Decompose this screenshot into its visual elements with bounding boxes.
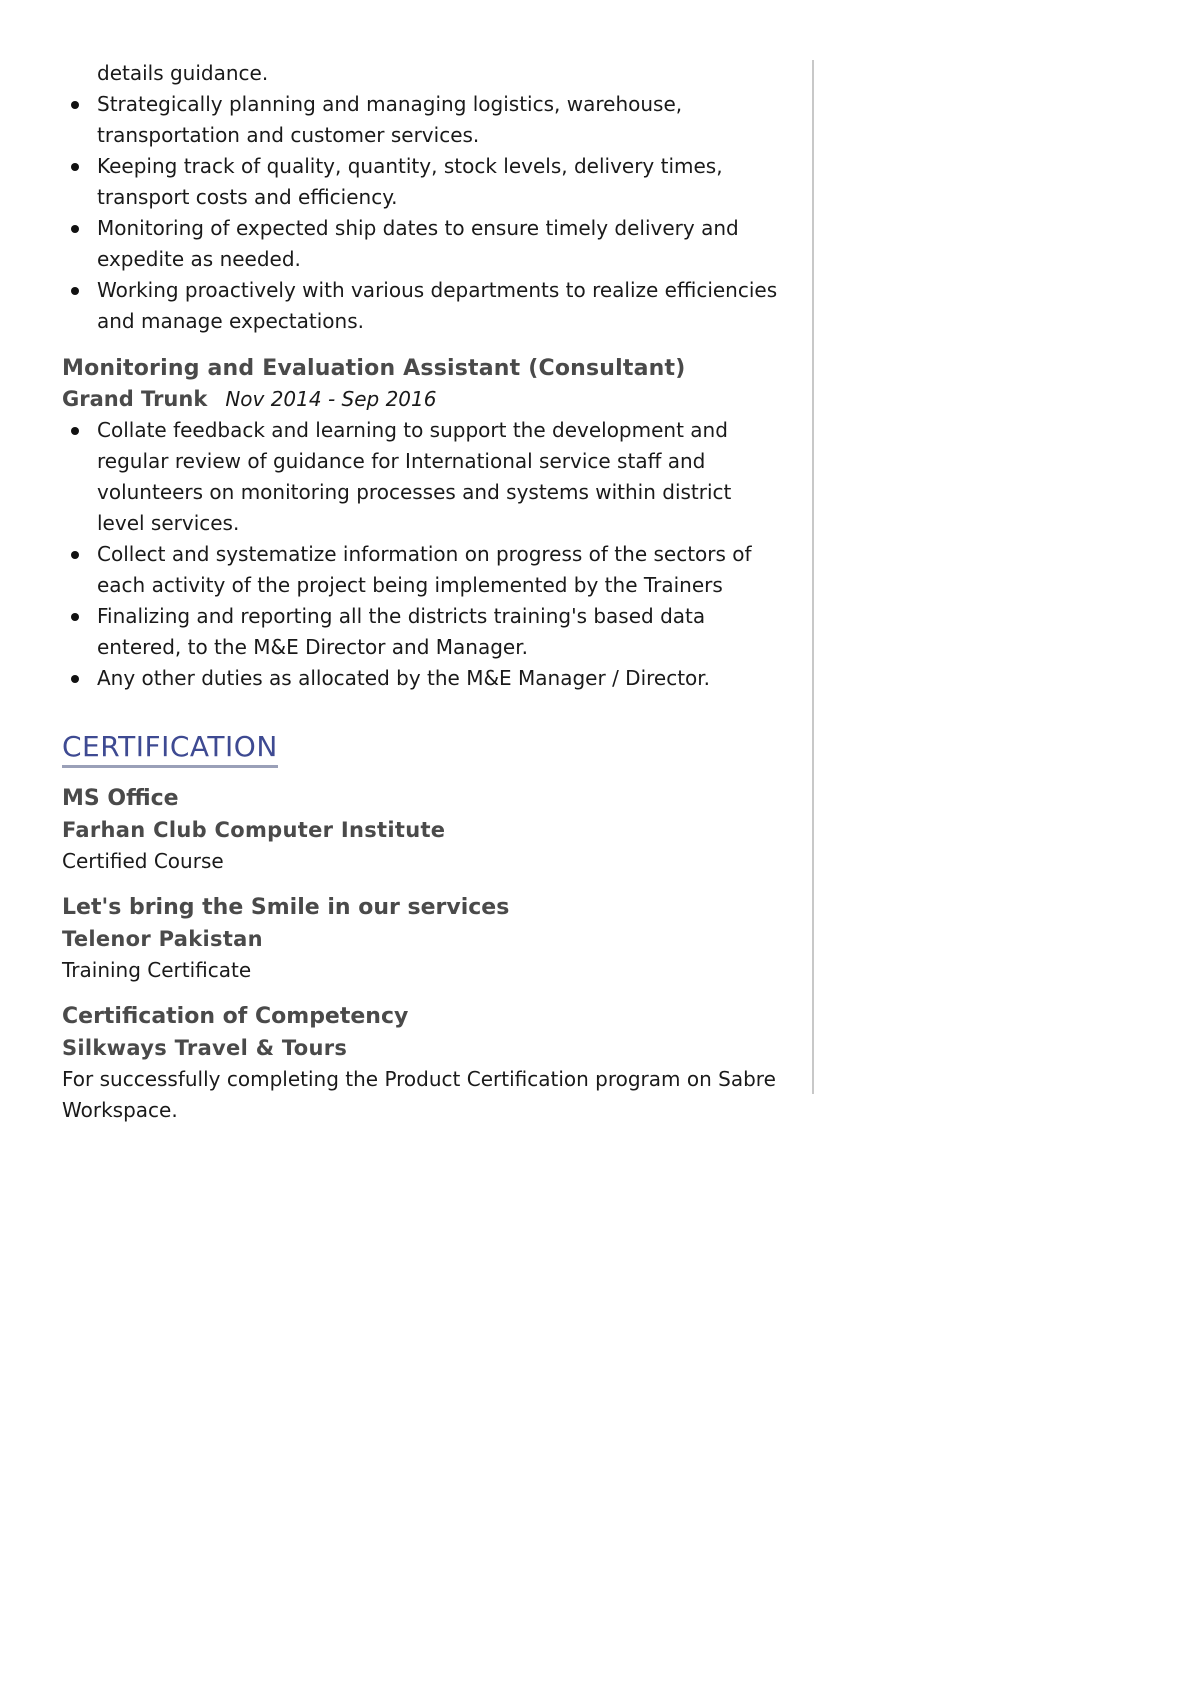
list-item: Monitoring of expected ship dates to ensure timely delivery and expedite as needed. bbox=[62, 213, 782, 275]
certification-item bbox=[62, 1000, 782, 1126]
job-dates: Nov 2014 - Sep 2016 bbox=[225, 387, 437, 411]
previous-job-bullets bbox=[62, 89, 782, 337]
certification-item bbox=[62, 891, 782, 986]
list-item: Collect and systematize information on progress of the sectors of each activity of the project being implemented by the Trainers bbox=[62, 539, 782, 601]
job-meta bbox=[62, 384, 782, 415]
cert-description: Certified Course bbox=[62, 849, 224, 873]
cert-issuer: Silkways Travel & Tours bbox=[62, 1036, 348, 1060]
bullet-dot-icon bbox=[71, 287, 79, 295]
cert-issuer: Telenor Pakistan bbox=[62, 927, 263, 951]
cert-title: MS Office bbox=[62, 786, 179, 811]
bullet-dot-icon bbox=[71, 427, 79, 435]
list-item: Finalizing and reporting all the districts training's based data entered, to the M&E Director and Manager. bbox=[62, 601, 782, 663]
bullet-dot-icon bbox=[71, 225, 79, 233]
cert-title: Certification of Competency bbox=[62, 1004, 409, 1029]
cert-issuer: Farhan Club Computer Institute bbox=[62, 818, 446, 842]
job-company: Grand Trunk bbox=[62, 387, 208, 411]
cert-description: Training Certificate bbox=[62, 958, 252, 982]
certification-item bbox=[62, 782, 782, 877]
bullet-dot-icon bbox=[71, 101, 79, 109]
certification-heading: CERTIFICATION bbox=[62, 730, 278, 768]
cert-title: Let's bring the Smile in our services bbox=[62, 895, 510, 920]
list-item: Working proactively with various departments to realize efficiencies and manage expectations. bbox=[62, 275, 782, 337]
main-column bbox=[62, 58, 782, 1126]
cert-description: For successfully completing the Product Certification program on Sabre Workspace. bbox=[62, 1067, 776, 1122]
column-divider bbox=[812, 60, 814, 1094]
list-item: Any other duties as allocated by the M&E Manager / Director. bbox=[62, 663, 782, 694]
bullet-dot-icon bbox=[71, 613, 79, 621]
list-item: Keeping track of quality, quantity, stock levels, delivery times, transport costs and efficiency. bbox=[62, 151, 782, 213]
list-item: Strategically planning and managing logistics, warehouse, transportation and customer services. bbox=[62, 89, 782, 151]
bullet-dot-icon bbox=[71, 675, 79, 683]
bullet-continuation: details guidance. bbox=[97, 61, 269, 85]
job-bullets bbox=[62, 415, 782, 694]
bullet-dot-icon bbox=[71, 163, 79, 171]
bullet-dot-icon bbox=[71, 551, 79, 559]
list-item: Collate feedback and learning to support the development and regular review of guidance for International service staff and volunteers on monitoring processes and systems within district level services. bbox=[62, 415, 782, 539]
job-title: Monitoring and Evaluation Assistant (Consultant) bbox=[62, 356, 686, 381]
